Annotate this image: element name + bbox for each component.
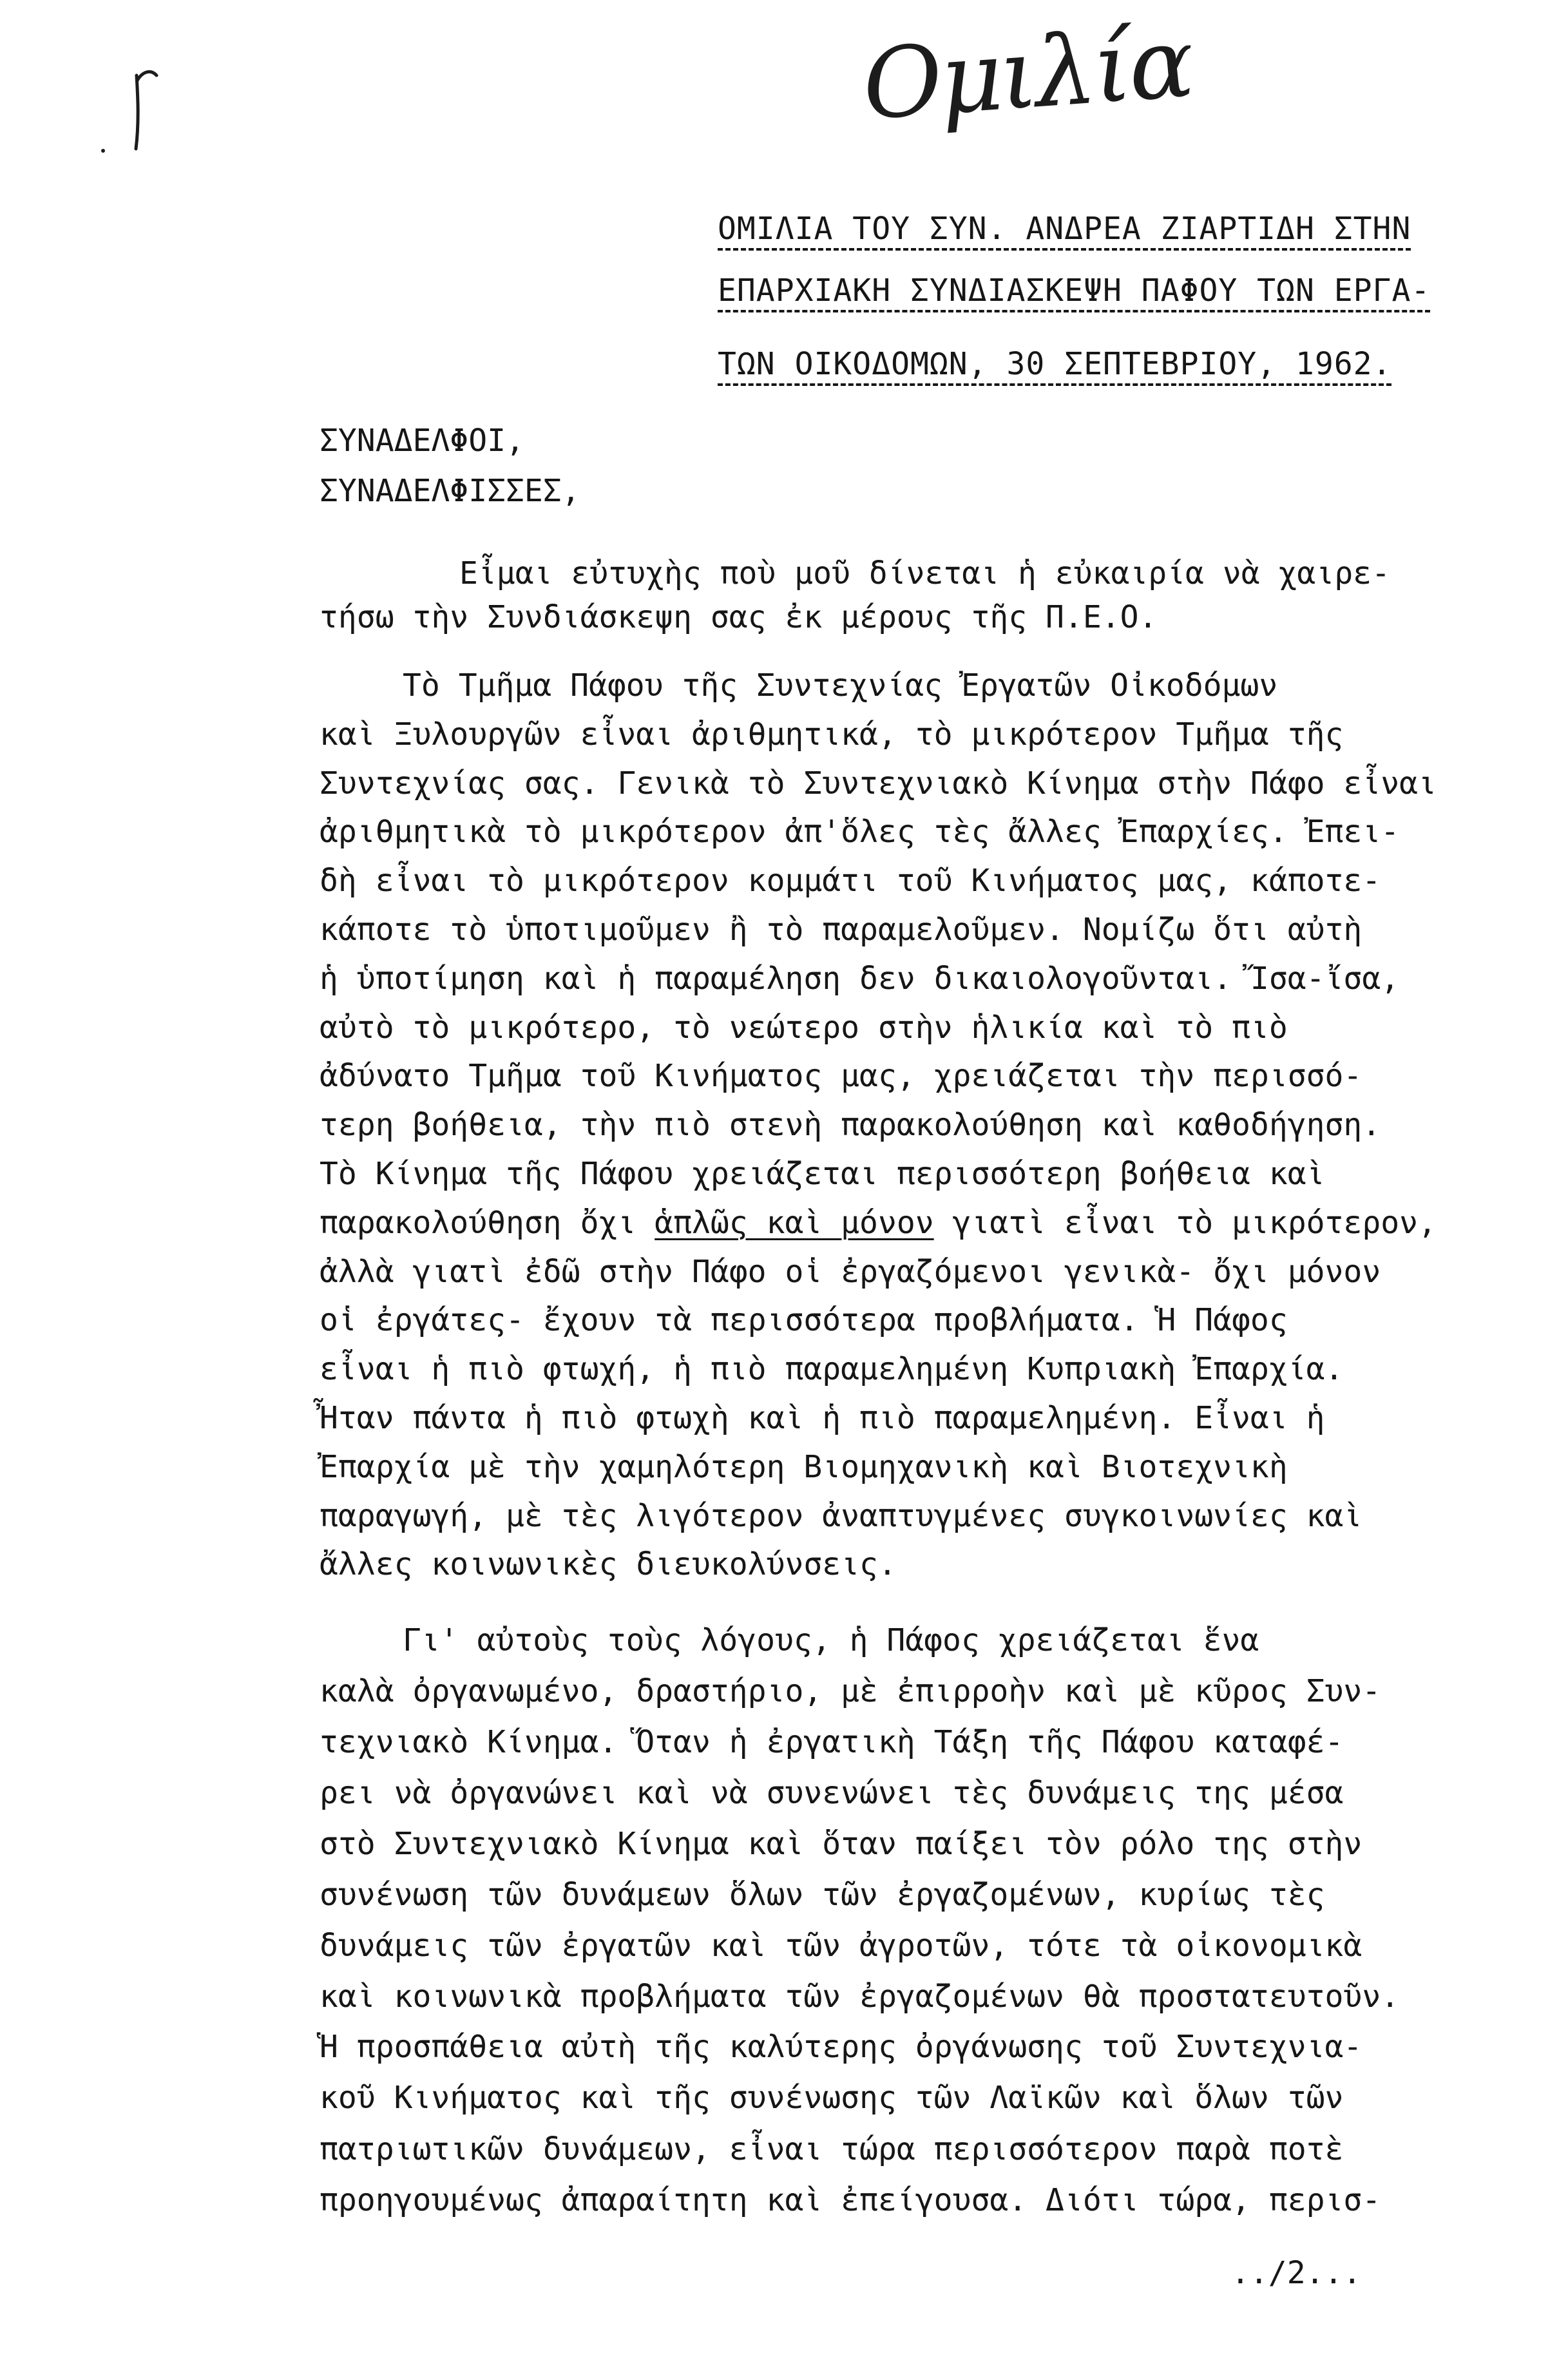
body-line: ἀριθμητικὰ τὸ μικρότερον ἀπ'ὅλες τὲς ἄλλες Ἐπαρχίες. Ἐπει- (320, 814, 1400, 850)
body-line: τερη βοήθεια, τὴν πιὸ στενὴ παρακολούθηση καὶ καθοδήγηση. (320, 1107, 1381, 1144)
body-line: καλὰ ὀργανωμένο, δραστήριο, μὲ ἐπιρροὴν καὶ μὲ κῦρος Συν- (320, 1673, 1381, 1709)
body-line: κοῦ Κινήματος καὶ τῆς συνένωσης τῶν Λαϊκῶν καὶ ὅλων τῶν (320, 2080, 1344, 2116)
title-text: ΕΠΑΡΧΙΑΚΗ ΣΥΝΔΙΑΣΚΕΨΗ ΠΑΦΟΥ ΤΩΝ ΕΡΓΑ- (718, 274, 1430, 312)
body-line: καὶ κοινωνικὰ προβλήματα τῶν ἐργαζομένων θὰ προστατευτοῦν. (320, 1979, 1400, 2015)
title-text: ΟΜΙΛΙΑ ΤΟΥ ΣΥΝ. ΑΝΔΡΕΑ ΖΙΑΡΤΙΔΗ ΣΤΗΝ (718, 212, 1411, 251)
body-line: οἱ ἐργάτες- ἔχουν τὰ περισσότερα προβλήματα. Ἡ Πάφος (320, 1302, 1288, 1339)
body-line: Τὸ Τμῆμα Πάφου τῆς Συντεχνίας Ἐργατῶν Οἰκοδόμων (403, 667, 1278, 704)
title-text: ΤΩΝ ΟΙΚΟΔΟΜΩΝ, 30 ΣΕΠΤΕΒΡΙΟΥ, 1962. (718, 347, 1391, 386)
paragraph (320, 1615, 1399, 2022)
line-text: παρακολούθηση ὄχι (320, 1204, 655, 1241)
paragraph (320, 551, 1390, 639)
body-line: αὐτὸ τὸ μικρότερο, τὸ νεώτερο στὴν ἡλικία καὶ τὸ πιὸ (320, 1009, 1288, 1046)
body-line: παραγωγή, μὲ τὲς λιγότερον ἀναπτυγμένες συγκοινωνίες καὶ (320, 1497, 1362, 1534)
salutation-block (320, 416, 580, 516)
handwritten-mark (97, 61, 174, 158)
salutation-line: ΣΥΝΑΔΕΛΦΟΙ, (320, 423, 524, 459)
body-line: στὸ Συντεχνιακὸ Κίνημα καὶ ὅταν παίξει τὸν ρόλο της στὴν (320, 1826, 1362, 1862)
body-line: ἄλλες κοινωνικὲς διευκολύνσεις. (320, 1546, 897, 1583)
salutation-line: ΣΥΝΑΔΕΛΦΙΣΣΕΣ, (320, 473, 580, 509)
body-line: Ἡ προσπάθεια αὐτὴ τῆς καλύτερης ὀργάνωσης τοῦ Συντεχνια- (320, 2029, 1362, 2065)
body-line: ρει νὰ ὀργανώνει καὶ νὰ συνενώνει τὲς δυνάμεις της μέσα (320, 1775, 1344, 1811)
body-line: Ἦταν πάντα ἡ πιὸ φτωχὴ καὶ ἡ πιὸ παραμελημένη. Εἶναι ἡ (320, 1399, 1325, 1436)
body-line: Ἐπαρχία μὲ τὴν χαμηλότερη Βιομηχανικὴ καὶ Βιοτεχνικὴ (320, 1448, 1288, 1485)
paragraph (320, 2022, 1381, 2227)
body-line: κάποτε τὸ ὑποτιμοῦμεν ἢ τὸ παραμελοῦμεν. Νομίζω ὅτι αὐτὴ (320, 911, 1362, 948)
page-continuation-marker: ../2... (1231, 2255, 1362, 2291)
body-line: τεχνιακὸ Κίνημα. Ὅταν ἡ ἐργατικὴ Τάξη τῆς Πάφου καταφέ- (320, 1724, 1344, 1760)
body-line: ἀδύνατο Τμῆμα τοῦ Κινήματος μας, χρειάζεται τὴν περισσό- (320, 1058, 1362, 1095)
body-line: τήσω τὴν Συνδιάσκεψη σας ἐκ μέρους τῆς Π.Ε.Ο. (320, 599, 1158, 635)
body-line: προηγουμένως ἀπαραίτητη καὶ ἐπείγουσα. Διότι τώρα, περισ- (320, 2182, 1381, 2219)
body-line: καὶ Ξυλουργῶν εἶναι ἀριθμητικά, τὸ μικρότερον Τμῆμα τῆς (320, 716, 1344, 753)
body-line: δυνάμεις τῶν ἐργατῶν καὶ τῶν ἀγροτῶν, τότε τὰ οἰκονομικὰ (320, 1928, 1362, 1964)
body-line: Εἶμαι εὐτυχὴς ποὺ μοῦ δίνεται ἡ εὐκαιρία νὰ χαιρε- (459, 555, 1390, 591)
line-text: γιατὶ εἶναι τὸ μικρότερον, (933, 1204, 1437, 1241)
underlined-phrase: ἁπλῶς καὶ μόνον (655, 1204, 934, 1241)
body-line (320, 1199, 1437, 1248)
body-line: πατριωτικῶν δυνάμεων, εἶναι τώρα περισσότερον παρὰ ποτὲ (320, 2131, 1344, 2167)
title-line (718, 273, 1430, 312)
body-line: Συντεχνίας σας. Γενικὰ τὸ Συντεχνιακὸ Κίνημα στὴν Πάφο εἶναι (320, 765, 1437, 801)
body-line: Γι' αὐτοὺς τοὺς λόγους, ἡ Πάφος χρειάζεται ἕνα (403, 1622, 1259, 1658)
body-line: εἶναι ἡ πιὸ φτωχή, ἡ πιὸ παραμελημένη Κυπριακὴ Ἐπαρχία. (320, 1351, 1344, 1388)
body-line: συνένωση τῶν δυνάμεων ὅλων τῶν ἐργαζομένων, κυρίως τὲς (320, 1877, 1325, 1913)
body-line: Τὸ Κίνημα τῆς Πάφου χρειάζεται περισσότερη βοήθεια καὶ (320, 1155, 1325, 1192)
body-line: ἡ ὑποτίμηση καὶ ἡ παραμέληση δεν δικαιολογοῦνται. Ἴσα-ἴσα, (320, 960, 1400, 997)
body-line: δὴ εἶναι τὸ μικρότερον κομμάτι τοῦ Κινήματος μας, κάποτε- (320, 863, 1381, 899)
body-line: ἀλλὰ γιατὶ ἐδῶ στὴν Πάφο οἱ ἐργαζόμενοι γενικὰ- ὄχι μόνον (320, 1253, 1381, 1290)
handwritten-title: Ομιλία (859, 6, 1196, 142)
paragraph (320, 662, 1437, 1589)
title-line (718, 211, 1411, 251)
title-line (718, 346, 1391, 386)
